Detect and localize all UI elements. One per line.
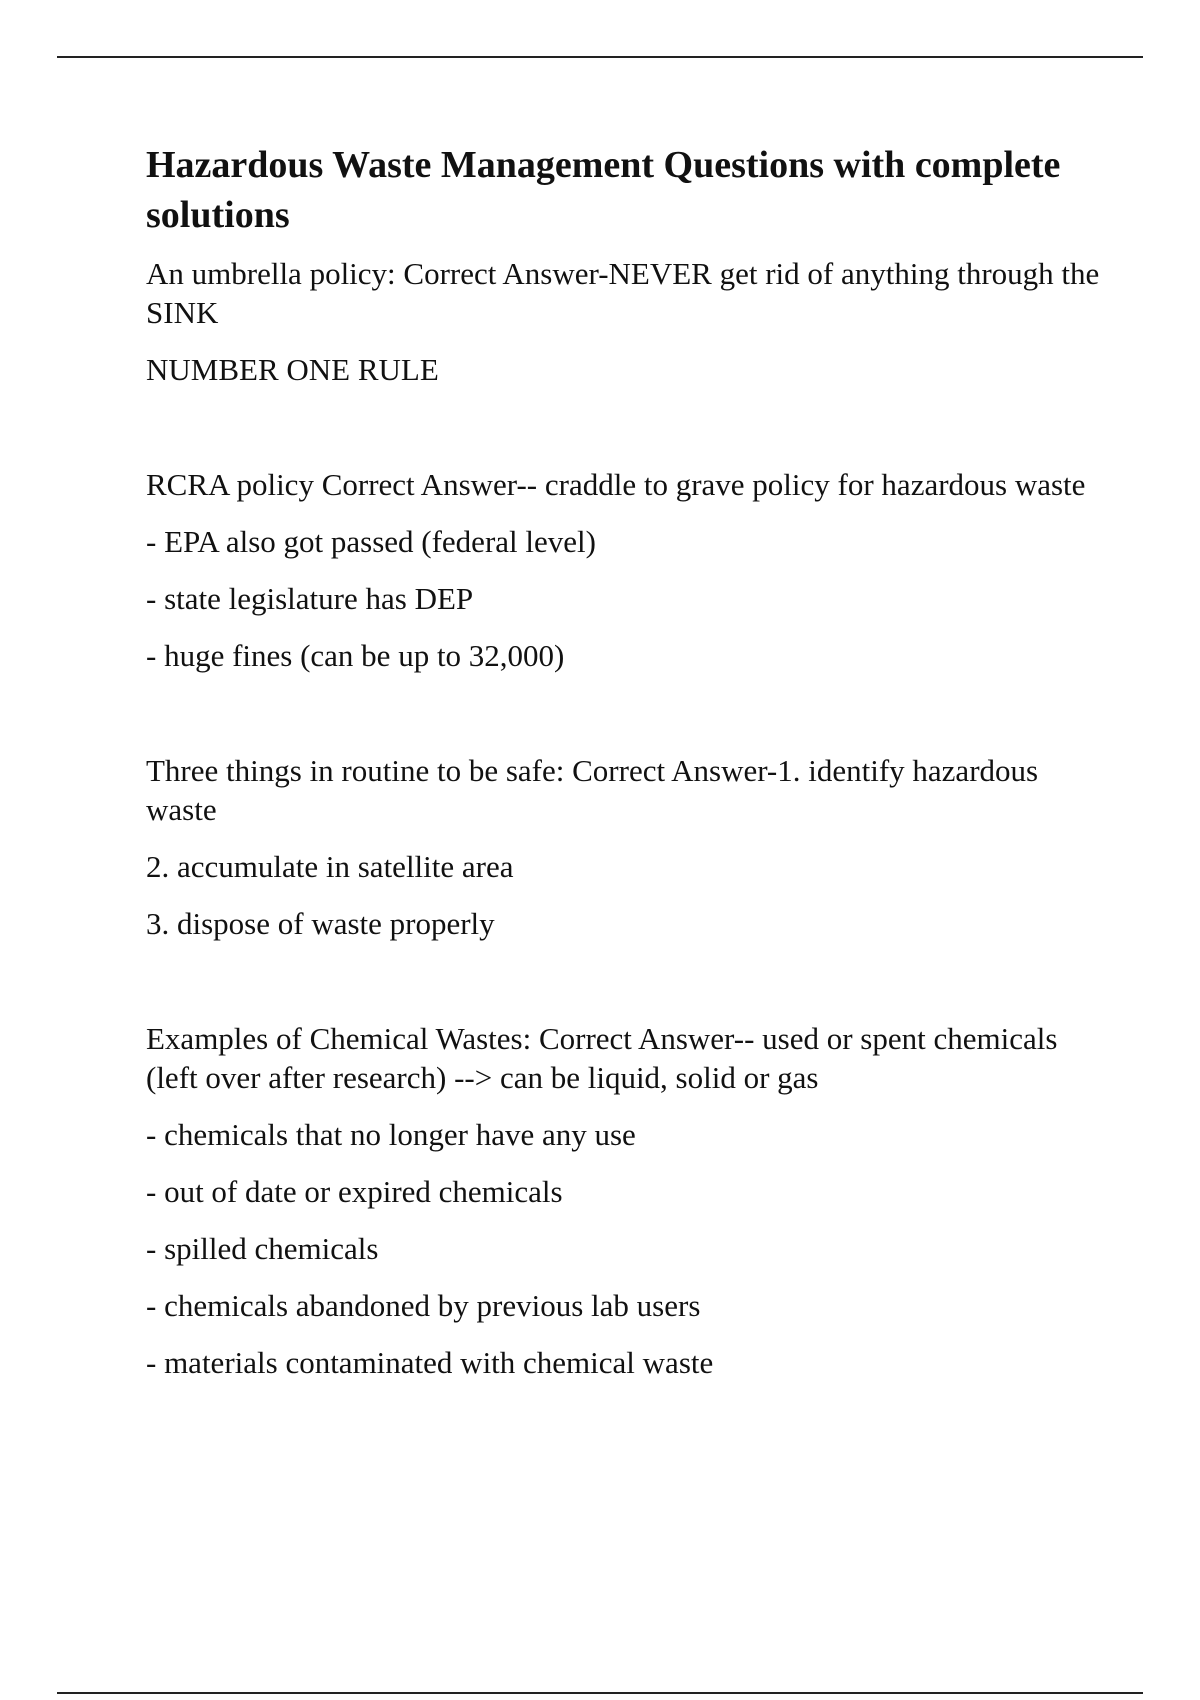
answer-paragraph: NUMBER ONE RULE <box>146 352 439 387</box>
block-spacer <box>146 407 1106 465</box>
block-spacer <box>146 961 1106 1019</box>
answer-bullet: - huge fines (can be up to 32,000) <box>146 638 565 673</box>
document-title: Hazardous Waste Management Questions with complete solutions <box>146 144 1061 236</box>
answer-bullet: - out of date or expired chemicals <box>146 1174 563 1209</box>
answer-paragraph: Examples of Chemical Wastes: Correct Answer-- used or spent chemicals (left over after research) --> can be liquid, solid or gas <box>146 1021 1058 1095</box>
answer-paragraph: RCRA policy Correct Answer-- craddle to grave policy for hazardous waste <box>146 467 1086 502</box>
qa-block-rcra-policy <box>146 465 1106 675</box>
answer-bullet: - spilled chemicals <box>146 1231 379 1266</box>
header-rule <box>57 56 1143 58</box>
answer-bullet: - state legislature has DEP <box>146 581 474 616</box>
block-spacer <box>146 693 1106 751</box>
answer-paragraph: Three things in routine to be safe: Correct Answer-1. identify hazardous waste <box>146 753 1039 827</box>
answer-bullet: - materials contaminated with chemical waste <box>146 1345 714 1380</box>
footer-rule <box>57 1692 1143 1694</box>
answer-step: 2. accumulate in satellite area <box>146 849 514 884</box>
answer-bullet: - chemicals abandoned by previous lab users <box>146 1288 701 1323</box>
answer-bullet: - chemicals that no longer have any use <box>146 1117 636 1152</box>
answer-step: 3. dispose of waste properly <box>146 906 495 941</box>
qa-block-chemical-wastes <box>146 1019 1106 1382</box>
qa-block-umbrella-policy <box>146 254 1106 389</box>
qa-block-routine-safety <box>146 751 1106 943</box>
document-body <box>146 140 1106 1400</box>
answer-bullet: - EPA also got passed (federal level) <box>146 524 596 559</box>
answer-paragraph: An umbrella policy: Correct Answer-NEVER get rid of anything through the SINK <box>146 256 1100 330</box>
